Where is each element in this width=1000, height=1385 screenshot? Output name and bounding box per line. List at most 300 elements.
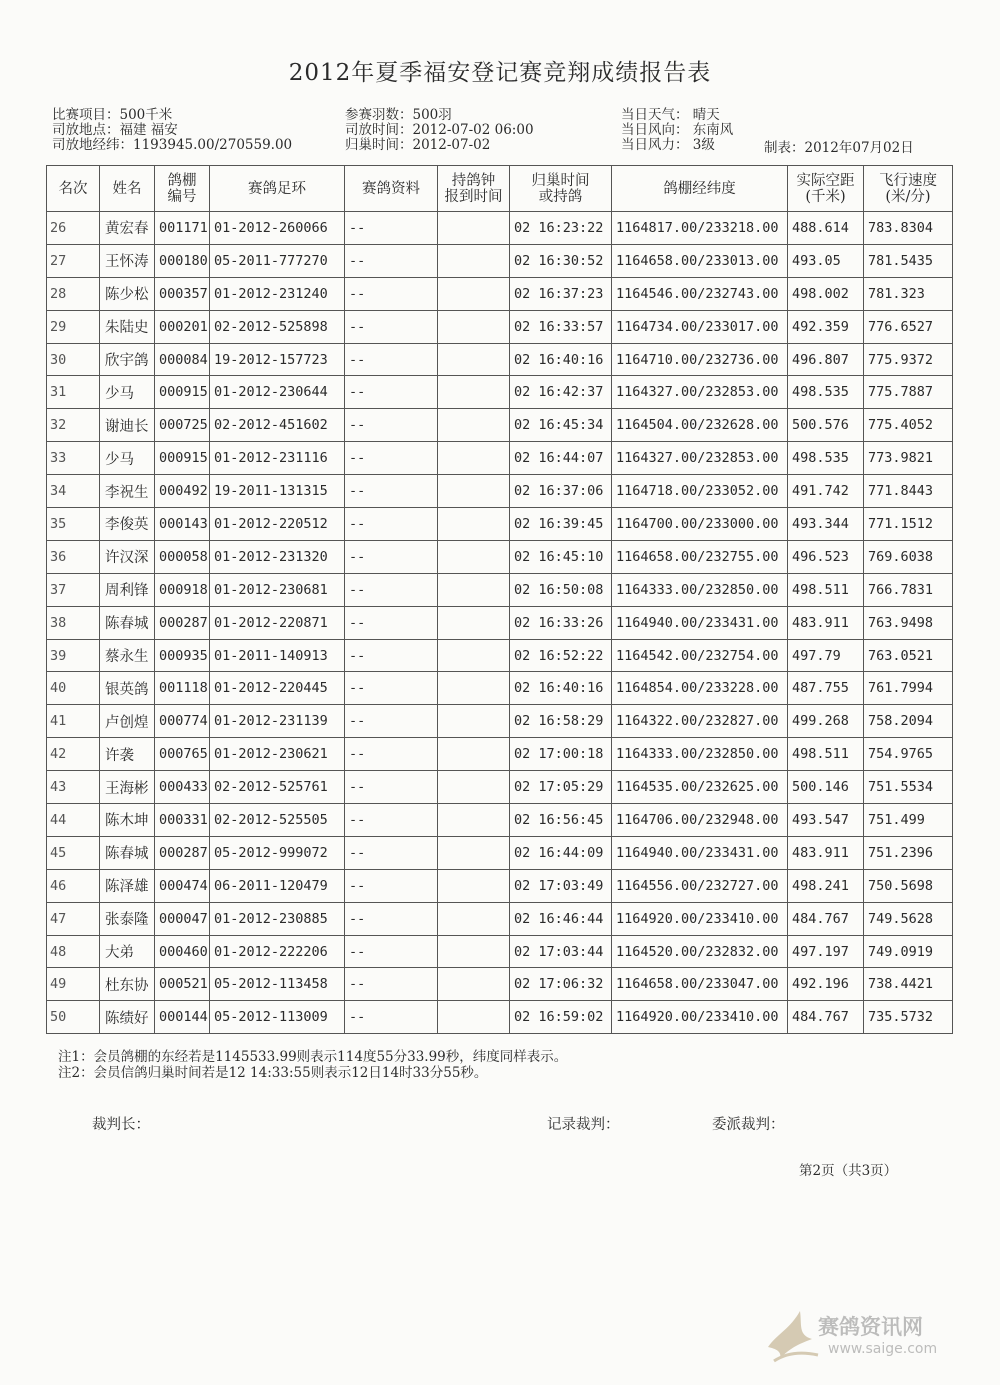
cell-name: 李俊英 bbox=[100, 508, 155, 541]
cell-rank: 42 bbox=[47, 738, 100, 771]
cell-ring: 05-2012-999072 bbox=[210, 836, 345, 869]
cell-loft: 000725 bbox=[155, 409, 210, 442]
cell-loft: 000474 bbox=[155, 869, 210, 902]
release-location: 司放地点：福建 福安 bbox=[52, 122, 178, 138]
cell-name: 王怀涛 bbox=[100, 244, 155, 277]
cell-ring: 01-2012-260066 bbox=[210, 212, 345, 245]
cell-clock bbox=[438, 606, 510, 639]
cell-rank: 35 bbox=[47, 508, 100, 541]
cell-name: 谢迪长 bbox=[100, 409, 155, 442]
cell-arrival: 02 16:59:02 bbox=[510, 1001, 612, 1034]
cell-coord: 1164327.00/232853.00 bbox=[612, 376, 788, 409]
cell-ring: 01-2012-220512 bbox=[210, 508, 345, 541]
cell-name: 陈少松 bbox=[100, 277, 155, 310]
cell-loft: 000357 bbox=[155, 277, 210, 310]
cell-loft: 001118 bbox=[155, 672, 210, 705]
cell-distance: 496.807 bbox=[788, 343, 864, 376]
cell-rank: 44 bbox=[47, 804, 100, 837]
cell-arrival: 02 16:44:07 bbox=[510, 442, 612, 475]
cell-distance: 493.05 bbox=[788, 244, 864, 277]
cell-clock bbox=[438, 409, 510, 442]
cell-speed: 775.7887 bbox=[864, 376, 953, 409]
cell-distance: 484.767 bbox=[788, 1001, 864, 1034]
cell-rank: 31 bbox=[47, 376, 100, 409]
header-coord: 鸽棚经纬度 bbox=[612, 166, 788, 212]
cell-speed: 763.0521 bbox=[864, 639, 953, 672]
cell-clock bbox=[438, 277, 510, 310]
cell-clock bbox=[438, 672, 510, 705]
cell-arrival: 02 16:42:37 bbox=[510, 376, 612, 409]
note-2: 注2：会员信鸽归巢时间若是12 14:33:55则表示12日14时33分55秒。 bbox=[58, 1065, 488, 1081]
cell-arrival: 02 17:05:29 bbox=[510, 771, 612, 804]
cell-coord: 1164546.00/232743.00 bbox=[612, 277, 788, 310]
table-row bbox=[47, 836, 953, 869]
cell-ring: 01-2012-230644 bbox=[210, 376, 345, 409]
cell-loft: 000433 bbox=[155, 771, 210, 804]
table-row bbox=[47, 277, 953, 310]
table-row bbox=[47, 606, 953, 639]
cell-loft: 000774 bbox=[155, 705, 210, 738]
cell-coord: 1164556.00/232727.00 bbox=[612, 869, 788, 902]
cell-loft: 000460 bbox=[155, 935, 210, 968]
table-row bbox=[47, 771, 953, 804]
cell-coord: 1164718.00/233052.00 bbox=[612, 475, 788, 508]
cell-rank: 29 bbox=[47, 310, 100, 343]
cell-clock bbox=[438, 771, 510, 804]
table-row bbox=[47, 442, 953, 475]
cell-speed: 754.9765 bbox=[864, 738, 953, 771]
pigeon-logo-icon bbox=[760, 1303, 824, 1369]
cell-clock bbox=[438, 508, 510, 541]
cell-arrival: 02 17:03:44 bbox=[510, 935, 612, 968]
cell-name: 欣宇鸽 bbox=[100, 343, 155, 376]
cell-arrival: 02 17:00:18 bbox=[510, 738, 612, 771]
cell-loft: 000047 bbox=[155, 902, 210, 935]
cell-arrival: 02 16:58:29 bbox=[510, 705, 612, 738]
cell-arrival: 02 16:45:34 bbox=[510, 409, 612, 442]
cell-clock bbox=[438, 1001, 510, 1034]
cell-loft: 001171 bbox=[155, 212, 210, 245]
watermark-url: www.saige.com bbox=[828, 1341, 938, 1357]
cell-coord: 1164658.00/233013.00 bbox=[612, 244, 788, 277]
report-title: 2012年夏季福安登记赛竞翔成绩报告表 bbox=[288, 60, 712, 86]
cell-distance: 498.535 bbox=[788, 376, 864, 409]
table-row bbox=[47, 310, 953, 343]
cell-distance: 493.344 bbox=[788, 508, 864, 541]
cell-rank: 26 bbox=[47, 212, 100, 245]
cell-distance: 497.197 bbox=[788, 935, 864, 968]
cell-info: -- bbox=[345, 343, 438, 376]
cell-rank: 33 bbox=[47, 442, 100, 475]
table-row bbox=[47, 1001, 953, 1034]
cell-coord: 1164658.00/232755.00 bbox=[612, 540, 788, 573]
cell-info: -- bbox=[345, 244, 438, 277]
cell-loft: 000521 bbox=[155, 968, 210, 1001]
cell-distance: 498.511 bbox=[788, 573, 864, 606]
cell-coord: 1164940.00/233431.00 bbox=[612, 606, 788, 639]
cell-name: 张泰隆 bbox=[100, 902, 155, 935]
header-loft-no: 鸽棚 编号 bbox=[155, 166, 210, 212]
cell-arrival: 02 16:33:57 bbox=[510, 310, 612, 343]
cell-rank: 28 bbox=[47, 277, 100, 310]
results-table bbox=[46, 165, 953, 1034]
cell-speed: 738.4421 bbox=[864, 968, 953, 1001]
cell-info: -- bbox=[345, 968, 438, 1001]
cell-name: 少马 bbox=[100, 376, 155, 409]
weather: 当日天气： 晴天 bbox=[621, 107, 720, 123]
meta-col-1 bbox=[52, 108, 292, 153]
cell-ring: 01-2012-231139 bbox=[210, 705, 345, 738]
watermark-text: 赛鸽资讯网 bbox=[818, 1315, 923, 1339]
cell-ring: 19-2011-131315 bbox=[210, 475, 345, 508]
table-row bbox=[47, 935, 953, 968]
cell-rank: 46 bbox=[47, 869, 100, 902]
cell-loft: 000765 bbox=[155, 738, 210, 771]
cell-coord: 1164706.00/232948.00 bbox=[612, 804, 788, 837]
cell-rank: 30 bbox=[47, 343, 100, 376]
cell-ring: 05-2012-113009 bbox=[210, 1001, 345, 1034]
cell-info: -- bbox=[345, 705, 438, 738]
meta-col-3 bbox=[621, 108, 733, 153]
cell-speed: 773.9821 bbox=[864, 442, 953, 475]
cell-name: 陈春城 bbox=[100, 836, 155, 869]
cell-info: -- bbox=[345, 508, 438, 541]
cell-info: -- bbox=[345, 442, 438, 475]
table-row bbox=[47, 343, 953, 376]
header-distance: 实际空距 (千米) bbox=[788, 166, 864, 212]
header-rank: 名次 bbox=[47, 166, 100, 212]
table-row bbox=[47, 902, 953, 935]
chief-judge-label: 裁判长： bbox=[92, 1117, 150, 1133]
cell-speed: 761.7994 bbox=[864, 672, 953, 705]
cell-name: 卢创煌 bbox=[100, 705, 155, 738]
cell-loft: 000287 bbox=[155, 836, 210, 869]
table-row bbox=[47, 376, 953, 409]
cell-info: -- bbox=[345, 836, 438, 869]
cell-arrival: 02 16:52:22 bbox=[510, 639, 612, 672]
cell-coord: 1164535.00/232625.00 bbox=[612, 771, 788, 804]
cell-distance: 497.79 bbox=[788, 639, 864, 672]
cell-arrival: 02 16:37:06 bbox=[510, 475, 612, 508]
table-row bbox=[47, 573, 953, 606]
cell-distance: 498.535 bbox=[788, 442, 864, 475]
cell-arrival: 02 16:44:09 bbox=[510, 836, 612, 869]
cell-info: -- bbox=[345, 409, 438, 442]
header-ring: 赛鸽足环 bbox=[210, 166, 345, 212]
note-1: 注1：会员鸽棚的东经若是1145533.99则表示114度55分33.99秒，纬度同样表示。 bbox=[58, 1049, 568, 1065]
entry-count: 参赛羽数：500羽 bbox=[345, 107, 452, 123]
cell-arrival: 02 17:03:49 bbox=[510, 869, 612, 902]
cell-distance: 498.241 bbox=[788, 869, 864, 902]
cell-clock bbox=[438, 573, 510, 606]
cell-loft: 000084 bbox=[155, 343, 210, 376]
cell-ring: 05-2012-113458 bbox=[210, 968, 345, 1001]
cell-speed: 749.5628 bbox=[864, 902, 953, 935]
cell-ring: 02-2012-525505 bbox=[210, 804, 345, 837]
cell-name: 陈春城 bbox=[100, 606, 155, 639]
cell-info: -- bbox=[345, 771, 438, 804]
cell-speed: 751.5534 bbox=[864, 771, 953, 804]
cell-coord: 1164700.00/233000.00 bbox=[612, 508, 788, 541]
cell-name: 黄宏春 bbox=[100, 212, 155, 245]
cell-speed: 781.323 bbox=[864, 277, 953, 310]
cell-info: -- bbox=[345, 310, 438, 343]
cell-speed: 771.8443 bbox=[864, 475, 953, 508]
cell-arrival: 02 16:50:08 bbox=[510, 573, 612, 606]
cell-rank: 45 bbox=[47, 836, 100, 869]
cell-rank: 49 bbox=[47, 968, 100, 1001]
table-row bbox=[47, 508, 953, 541]
cell-coord: 1164854.00/233228.00 bbox=[612, 672, 788, 705]
cell-loft: 000915 bbox=[155, 376, 210, 409]
cell-distance: 498.511 bbox=[788, 738, 864, 771]
cell-info: -- bbox=[345, 475, 438, 508]
cell-distance: 484.767 bbox=[788, 902, 864, 935]
cell-arrival: 02 16:23:22 bbox=[510, 212, 612, 245]
cell-info: -- bbox=[345, 935, 438, 968]
release-coordinates: 司放地经纬：1193945.00/270559.00 bbox=[52, 137, 293, 153]
cell-distance: 492.359 bbox=[788, 310, 864, 343]
cell-speed: 775.9372 bbox=[864, 343, 953, 376]
cell-clock bbox=[438, 935, 510, 968]
cell-speed: 763.9498 bbox=[864, 606, 953, 639]
cell-rank: 27 bbox=[47, 244, 100, 277]
cell-rank: 32 bbox=[47, 409, 100, 442]
cell-ring: 01-2012-230621 bbox=[210, 738, 345, 771]
cell-clock bbox=[438, 310, 510, 343]
cell-rank: 47 bbox=[47, 902, 100, 935]
cell-name: 王海彬 bbox=[100, 771, 155, 804]
cell-distance: 491.742 bbox=[788, 475, 864, 508]
cell-coord: 1164327.00/232853.00 bbox=[612, 442, 788, 475]
cell-loft: 000935 bbox=[155, 639, 210, 672]
cell-name: 周利锋 bbox=[100, 573, 155, 606]
cell-arrival: 02 16:56:45 bbox=[510, 804, 612, 837]
cell-loft: 000143 bbox=[155, 508, 210, 541]
cell-loft: 000058 bbox=[155, 540, 210, 573]
cell-distance: 493.547 bbox=[788, 804, 864, 837]
cell-name: 大弟 bbox=[100, 935, 155, 968]
cell-coord: 1164734.00/233017.00 bbox=[612, 310, 788, 343]
cell-distance: 488.614 bbox=[788, 212, 864, 245]
cell-name: 许汉深 bbox=[100, 540, 155, 573]
table-row bbox=[47, 968, 953, 1001]
header-info: 赛鸽资料 bbox=[345, 166, 438, 212]
made-date: 制表：2012年07月02日 bbox=[764, 140, 914, 156]
cell-coord: 1164817.00/233218.00 bbox=[612, 212, 788, 245]
cell-clock bbox=[438, 475, 510, 508]
cell-speed: 771.1512 bbox=[864, 508, 953, 541]
cell-info: -- bbox=[345, 1001, 438, 1034]
table-row bbox=[47, 869, 953, 902]
cell-rank: 38 bbox=[47, 606, 100, 639]
cell-distance: 483.911 bbox=[788, 836, 864, 869]
wind-direction: 当日风向： 东南风 bbox=[621, 122, 734, 138]
table-row bbox=[47, 705, 953, 738]
cell-clock bbox=[438, 869, 510, 902]
cell-name: 朱陆史 bbox=[100, 310, 155, 343]
cell-name: 陈木坤 bbox=[100, 804, 155, 837]
cell-clock bbox=[438, 705, 510, 738]
delegate-judge-label: 委派裁判： bbox=[712, 1117, 785, 1133]
cell-name: 杜东协 bbox=[100, 968, 155, 1001]
cell-distance: 500.576 bbox=[788, 409, 864, 442]
cell-ring: 01-2012-230681 bbox=[210, 573, 345, 606]
cell-clock bbox=[438, 738, 510, 771]
cell-rank: 39 bbox=[47, 639, 100, 672]
cell-rank: 36 bbox=[47, 540, 100, 573]
cell-arrival: 02 16:45:10 bbox=[510, 540, 612, 573]
cell-ring: 02-2012-525898 bbox=[210, 310, 345, 343]
header-arrival: 归巢时间 或持鸽 bbox=[510, 166, 612, 212]
cell-name: 蔡永生 bbox=[100, 639, 155, 672]
cell-distance: 492.196 bbox=[788, 968, 864, 1001]
cell-arrival: 02 16:37:23 bbox=[510, 277, 612, 310]
cell-info: -- bbox=[345, 639, 438, 672]
cell-coord: 1164710.00/232736.00 bbox=[612, 343, 788, 376]
table-row bbox=[47, 804, 953, 837]
cell-name: 少马 bbox=[100, 442, 155, 475]
cell-rank: 37 bbox=[47, 573, 100, 606]
cell-ring: 01-2012-222206 bbox=[210, 935, 345, 968]
cell-clock bbox=[438, 244, 510, 277]
cell-coord: 1164333.00/232850.00 bbox=[612, 573, 788, 606]
cell-ring: 01-2012-220871 bbox=[210, 606, 345, 639]
cell-clock bbox=[438, 804, 510, 837]
cell-clock bbox=[438, 212, 510, 245]
cell-speed: 750.5698 bbox=[864, 869, 953, 902]
cell-rank: 48 bbox=[47, 935, 100, 968]
cell-ring: 01-2012-231240 bbox=[210, 277, 345, 310]
cell-loft: 000144 bbox=[155, 1001, 210, 1034]
cell-info: -- bbox=[345, 540, 438, 573]
cell-coord: 1164520.00/232832.00 bbox=[612, 935, 788, 968]
cell-distance: 499.268 bbox=[788, 705, 864, 738]
table-row bbox=[47, 639, 953, 672]
cell-info: -- bbox=[345, 277, 438, 310]
cell-speed: 751.499 bbox=[864, 804, 953, 837]
page-indicator: 第2页（共3页） bbox=[799, 1163, 898, 1179]
header-speed: 飞行速度 (米/分) bbox=[864, 166, 953, 212]
cell-rank: 34 bbox=[47, 475, 100, 508]
results-body bbox=[47, 212, 953, 1034]
cell-clock bbox=[438, 540, 510, 573]
cell-loft: 000201 bbox=[155, 310, 210, 343]
wind-force: 当日风力： 3级 bbox=[621, 137, 715, 153]
cell-ring: 02-2012-451602 bbox=[210, 409, 345, 442]
cell-ring: 01-2012-220445 bbox=[210, 672, 345, 705]
watermark bbox=[760, 1303, 960, 1369]
cell-arrival: 02 17:06:32 bbox=[510, 968, 612, 1001]
cell-clock bbox=[438, 343, 510, 376]
cell-info: -- bbox=[345, 212, 438, 245]
table-row bbox=[47, 244, 953, 277]
cell-ring: 01-2011-140913 bbox=[210, 639, 345, 672]
cell-coord: 1164542.00/232754.00 bbox=[612, 639, 788, 672]
cell-arrival: 02 16:33:26 bbox=[510, 606, 612, 639]
cell-ring: 06-2011-120479 bbox=[210, 869, 345, 902]
header-row bbox=[47, 166, 953, 212]
cell-distance: 498.002 bbox=[788, 277, 864, 310]
cell-clock bbox=[438, 968, 510, 1001]
cell-name: 李祝生 bbox=[100, 475, 155, 508]
table-row bbox=[47, 540, 953, 573]
cell-arrival: 02 16:40:16 bbox=[510, 672, 612, 705]
cell-ring: 19-2012-157723 bbox=[210, 343, 345, 376]
cell-arrival: 02 16:46:44 bbox=[510, 902, 612, 935]
cell-distance: 483.911 bbox=[788, 606, 864, 639]
cell-loft: 000331 bbox=[155, 804, 210, 837]
cell-coord: 1164658.00/233047.00 bbox=[612, 968, 788, 1001]
cell-info: -- bbox=[345, 606, 438, 639]
release-time: 司放时间：2012-07-02 06:00 bbox=[345, 122, 534, 138]
cell-coord: 1164920.00/233410.00 bbox=[612, 1001, 788, 1034]
cell-distance: 496.523 bbox=[788, 540, 864, 573]
cell-info: -- bbox=[345, 573, 438, 606]
cell-loft: 000180 bbox=[155, 244, 210, 277]
cell-clock bbox=[438, 902, 510, 935]
meta-col-2 bbox=[345, 108, 534, 153]
cell-info: -- bbox=[345, 738, 438, 771]
cell-speed: 775.4052 bbox=[864, 409, 953, 442]
cell-speed: 758.2094 bbox=[864, 705, 953, 738]
cell-loft: 000918 bbox=[155, 573, 210, 606]
header-name: 姓名 bbox=[100, 166, 155, 212]
cell-rank: 50 bbox=[47, 1001, 100, 1034]
cell-info: -- bbox=[345, 376, 438, 409]
cell-distance: 500.146 bbox=[788, 771, 864, 804]
cell-clock bbox=[438, 442, 510, 475]
cell-speed: 766.7831 bbox=[864, 573, 953, 606]
cell-speed: 749.0919 bbox=[864, 935, 953, 968]
cell-rank: 40 bbox=[47, 672, 100, 705]
cell-info: -- bbox=[345, 869, 438, 902]
cell-arrival: 02 16:39:45 bbox=[510, 508, 612, 541]
cell-loft: 000287 bbox=[155, 606, 210, 639]
cell-name: 银英鸽 bbox=[100, 672, 155, 705]
cell-ring: 05-2011-777270 bbox=[210, 244, 345, 277]
cell-speed: 781.5435 bbox=[864, 244, 953, 277]
cell-arrival: 02 16:40:16 bbox=[510, 343, 612, 376]
table-row bbox=[47, 672, 953, 705]
cell-rank: 41 bbox=[47, 705, 100, 738]
cell-info: -- bbox=[345, 804, 438, 837]
cell-info: -- bbox=[345, 902, 438, 935]
cell-coord: 1164333.00/232850.00 bbox=[612, 738, 788, 771]
cell-loft: 000492 bbox=[155, 475, 210, 508]
cell-speed: 751.2396 bbox=[864, 836, 953, 869]
table-row bbox=[47, 212, 953, 245]
cell-clock bbox=[438, 639, 510, 672]
table-row bbox=[47, 475, 953, 508]
table-row bbox=[47, 409, 953, 442]
cell-speed: 769.6038 bbox=[864, 540, 953, 573]
cell-clock bbox=[438, 376, 510, 409]
cell-ring: 01-2012-230885 bbox=[210, 902, 345, 935]
cell-ring: 01-2012-231320 bbox=[210, 540, 345, 573]
cell-coord: 1164920.00/233410.00 bbox=[612, 902, 788, 935]
cell-speed: 776.6527 bbox=[864, 310, 953, 343]
cell-ring: 02-2012-525761 bbox=[210, 771, 345, 804]
cell-clock bbox=[438, 836, 510, 869]
cell-speed: 783.8304 bbox=[864, 212, 953, 245]
cell-arrival: 02 16:30:52 bbox=[510, 244, 612, 277]
cell-rank: 43 bbox=[47, 771, 100, 804]
cell-coord: 1164504.00/232628.00 bbox=[612, 409, 788, 442]
cell-name: 陈绩好 bbox=[100, 1001, 155, 1034]
cell-name: 许袭 bbox=[100, 738, 155, 771]
cell-speed: 735.5732 bbox=[864, 1001, 953, 1034]
